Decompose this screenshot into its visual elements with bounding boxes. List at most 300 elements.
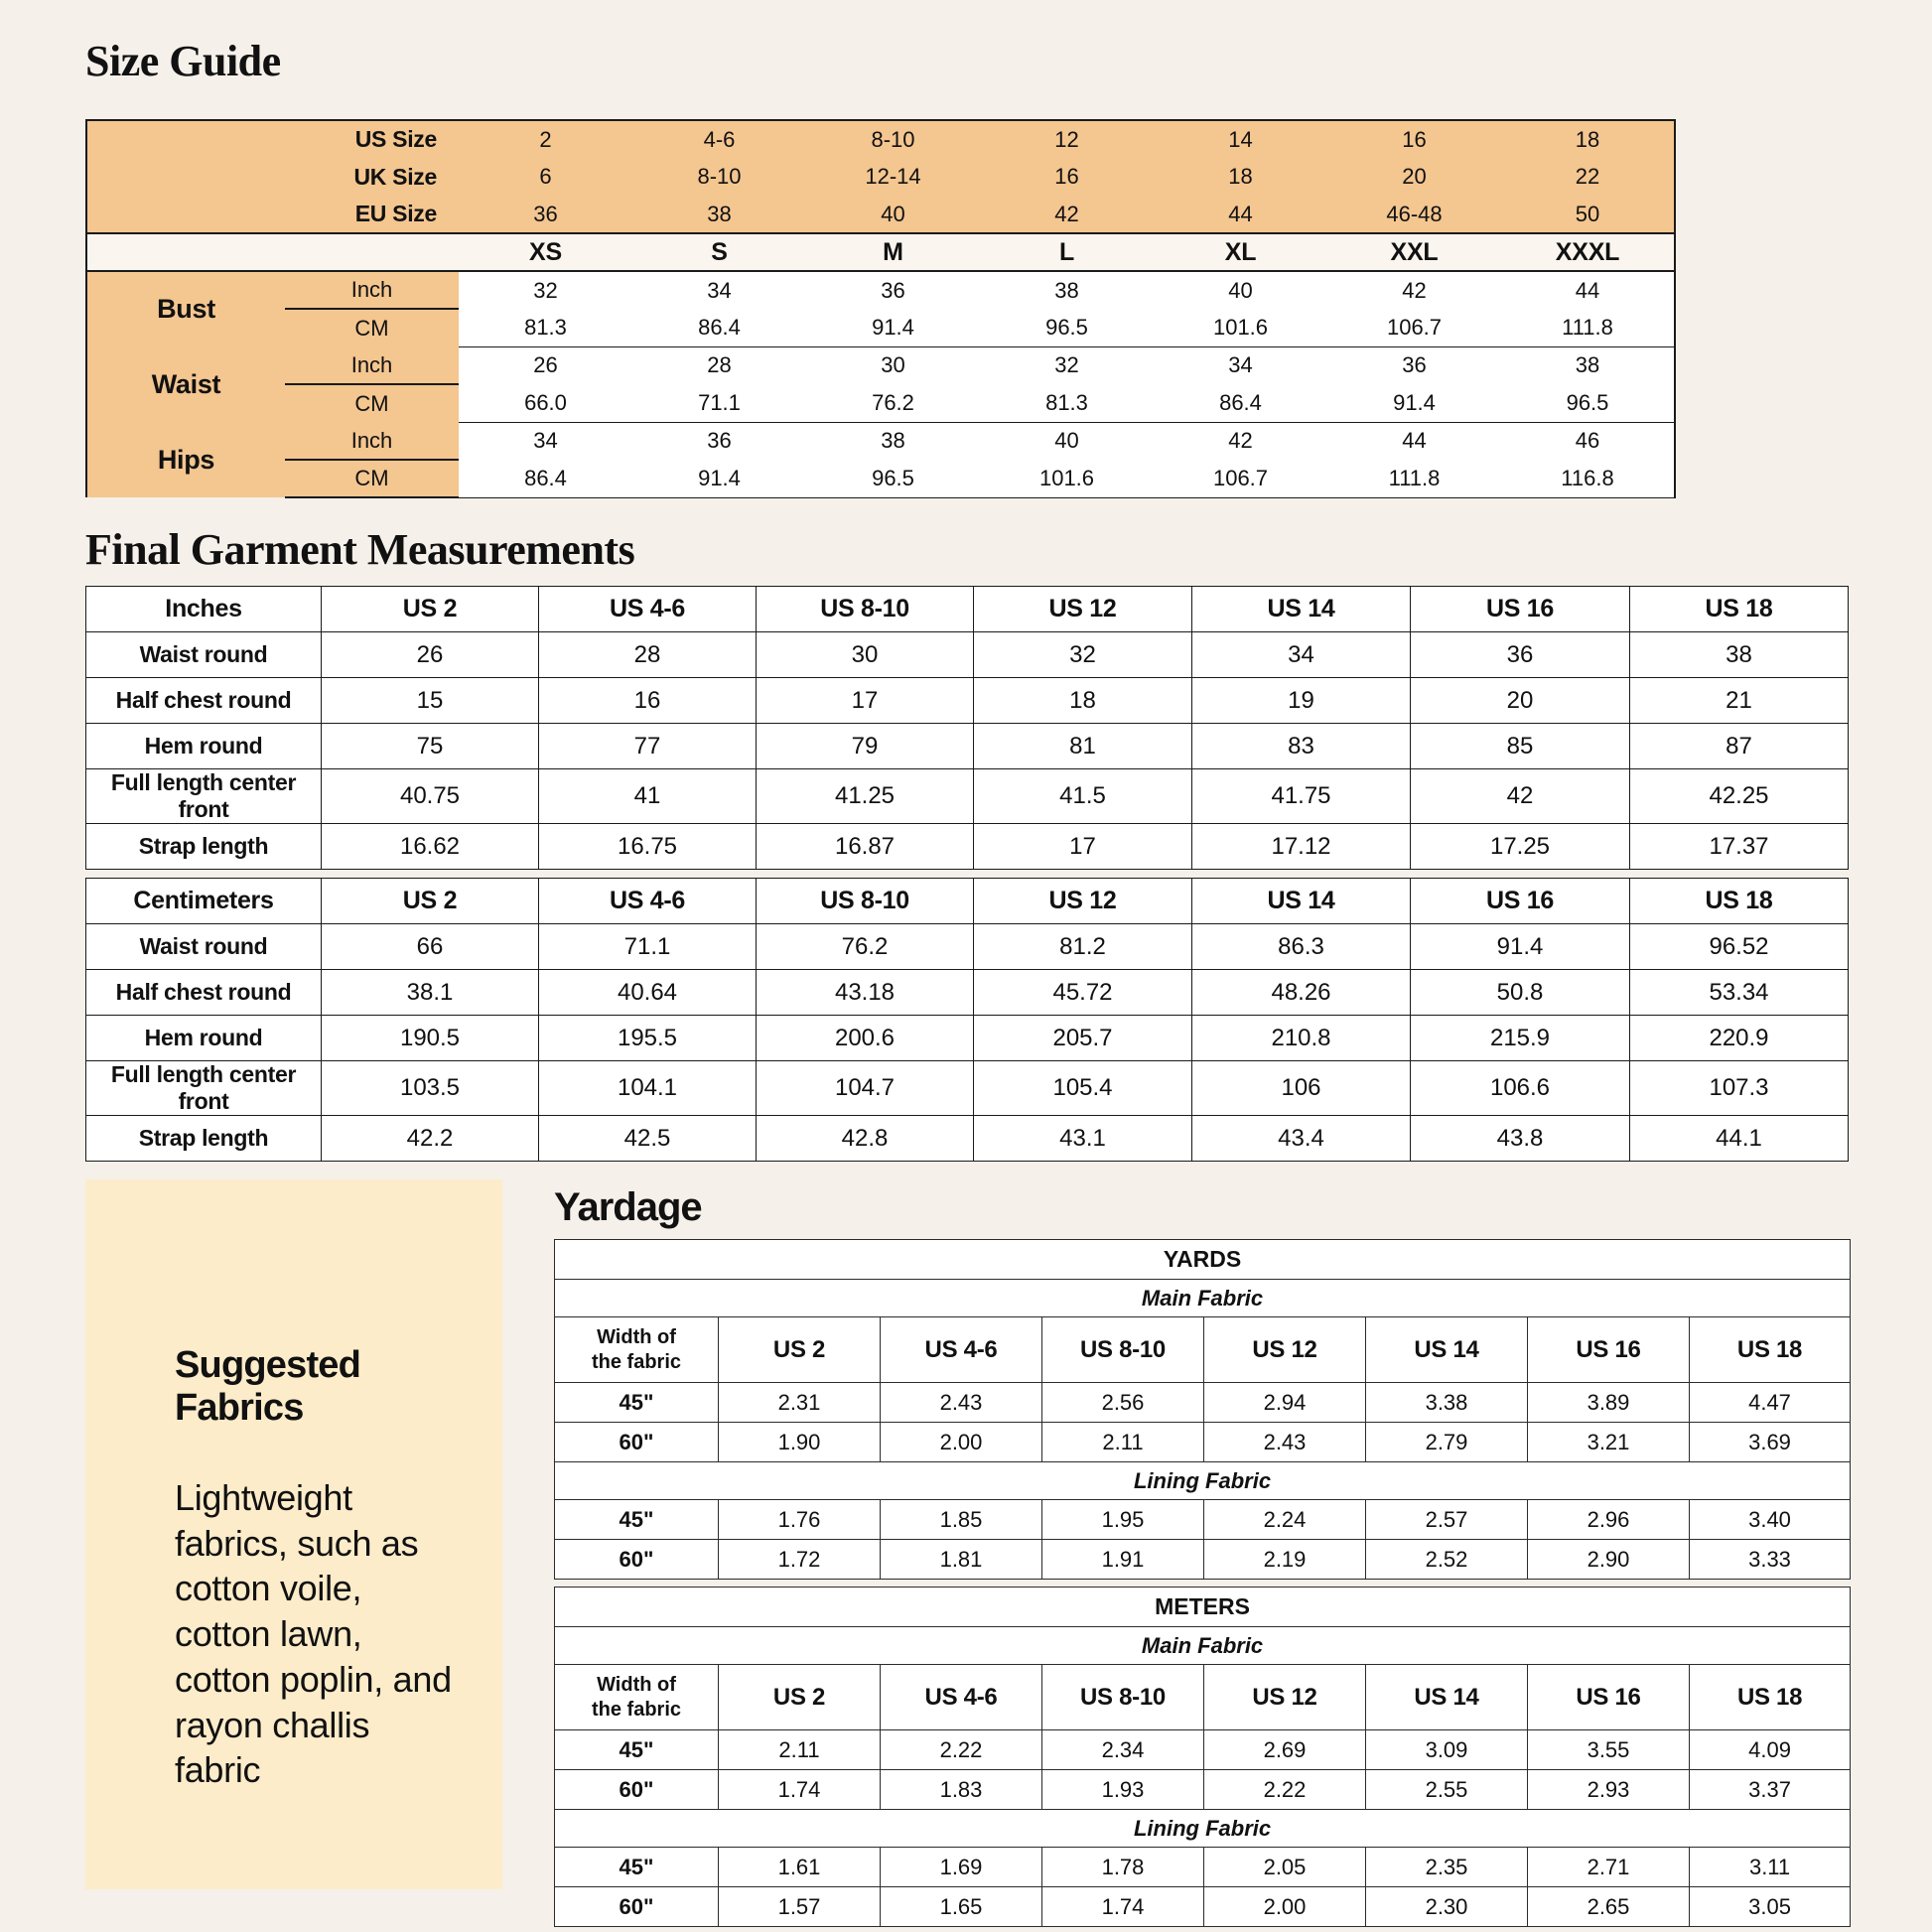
- meters-width-header-line2: the fabric: [591, 1698, 682, 1721]
- value-eu-5: 46-48: [1327, 196, 1501, 233]
- size-row-uk: [86, 158, 1849, 196]
- yards-col-2: US 8-10: [1042, 1317, 1204, 1383]
- letter-size-1: S: [632, 233, 806, 271]
- cm-hips-0: 86.4: [459, 460, 632, 497]
- meters-main-cell-0-6: 4.09: [1690, 1730, 1851, 1770]
- cm-cell-0-6: 96.52: [1630, 924, 1849, 970]
- inches-cell-1-1: 16: [539, 678, 757, 724]
- cm-waist-1: 71.1: [632, 384, 806, 422]
- inches-cell-1-0: 15: [322, 678, 539, 724]
- cm-waist-0: 66.0: [459, 384, 632, 422]
- inches-row-3: [86, 769, 1849, 824]
- inch-bust-3: 38: [980, 271, 1154, 309]
- yards-main-banner-row: [555, 1280, 1851, 1317]
- yards-lining-cell-0-3: 2.24: [1204, 1500, 1366, 1540]
- inches-row-4: [86, 824, 1849, 870]
- cm-cell-3-1: 104.1: [539, 1061, 757, 1116]
- cm-cell-2-3: 205.7: [974, 1016, 1192, 1061]
- yards-main-cell-1-4: 2.79: [1366, 1423, 1528, 1462]
- unit-inch-0: Inch: [285, 271, 459, 309]
- suggested-fabrics-text: Lightweight fabrics, such as cotton voile, cotton lawn, cotton poplin, and rayon challis fabric: [175, 1477, 452, 1791]
- value-eu-0: 36: [459, 196, 632, 233]
- inches-cell-3-6: 42.25: [1630, 769, 1849, 824]
- meters-lining-cell-1-4: 2.30: [1366, 1887, 1528, 1927]
- unit-cm-1: CM: [285, 384, 459, 422]
- yards-lining-cell-1-3: 2.19: [1204, 1540, 1366, 1580]
- cm-waist-5: 91.4: [1327, 384, 1501, 422]
- value-uk-0: 6: [459, 158, 632, 196]
- letter-size-6: XXXL: [1501, 233, 1675, 271]
- cm-col-2: US 8-10: [757, 879, 974, 924]
- cm-cell-0-0: 66: [322, 924, 539, 970]
- meters-col-1: US 4-6: [881, 1665, 1042, 1730]
- size-row-eu: [86, 196, 1849, 233]
- inches-cell-0-1: 28: [539, 632, 757, 678]
- yardage-meters-table: [554, 1587, 1851, 1927]
- yards-width-header-line2: the fabric: [591, 1350, 682, 1373]
- garment-cm-table: [85, 878, 1849, 1162]
- yards-lining-cell-1-0: 1.72: [719, 1540, 881, 1580]
- value-uk-1: 8-10: [632, 158, 806, 196]
- yards-lining-cell-0-4: 2.57: [1366, 1500, 1528, 1540]
- cm-hips-3: 101.6: [980, 460, 1154, 497]
- yards-main-cell-0-0: 2.31: [719, 1383, 881, 1423]
- yards-lining-width-0: 45": [555, 1500, 719, 1540]
- cm-cell-3-2: 104.7: [757, 1061, 974, 1116]
- value-us-0: 2: [459, 120, 632, 158]
- inches-header-row: [86, 587, 1849, 632]
- cm-cell-3-6: 107.3: [1630, 1061, 1849, 1116]
- inch-hips-0: 34: [459, 422, 632, 460]
- cm-cell-2-1: 195.5: [539, 1016, 757, 1061]
- value-us-4: 14: [1154, 120, 1327, 158]
- inch-bust-5: 42: [1327, 271, 1501, 309]
- yards-lining-cell-0-6: 3.40: [1690, 1500, 1851, 1540]
- cm-cell-3-5: 106.6: [1411, 1061, 1630, 1116]
- yards-main-cell-1-5: 3.21: [1528, 1423, 1690, 1462]
- meters-main-cell-0-3: 2.69: [1204, 1730, 1366, 1770]
- inches-col-5: US 16: [1411, 587, 1630, 632]
- cm-col-4: US 14: [1192, 879, 1411, 924]
- cm-waist-6: 96.5: [1501, 384, 1675, 422]
- inches-col-6: US 18: [1630, 587, 1849, 632]
- yards-main-cell-0-6: 4.47: [1690, 1383, 1851, 1423]
- suggested-fabrics-heading: Suggested Fabrics: [175, 1344, 361, 1429]
- yards-main-cell-1-6: 3.69: [1690, 1423, 1851, 1462]
- cm-cell-3-0: 103.5: [322, 1061, 539, 1116]
- inches-unit-label: Inches: [86, 587, 322, 632]
- cm-cell-2-0: 190.5: [322, 1016, 539, 1061]
- inches-cell-2-2: 79: [757, 724, 974, 769]
- inches-cell-4-3: 17: [974, 824, 1192, 870]
- cm-row-4: [86, 1116, 1849, 1162]
- cm-hips-4: 106.7: [1154, 460, 1327, 497]
- measure-label-waist: Waist: [86, 346, 285, 422]
- meters-lining-cell-1-6: 3.05: [1690, 1887, 1851, 1927]
- yards-main-cell-1-3: 2.43: [1204, 1423, 1366, 1462]
- yards-main-width-0: 45": [555, 1383, 719, 1423]
- cm-cell-1-0: 38.1: [322, 970, 539, 1016]
- inches-cell-1-4: 19: [1192, 678, 1411, 724]
- yards-main-cell-0-4: 3.38: [1366, 1383, 1528, 1423]
- yards-main-cell-0-1: 2.43: [881, 1383, 1042, 1423]
- inches-cell-4-1: 16.75: [539, 824, 757, 870]
- spacer-cell: [86, 158, 285, 196]
- inches-cell-0-0: 26: [322, 632, 539, 678]
- meters-main-cell-0-1: 2.22: [881, 1730, 1042, 1770]
- value-us-2: 8-10: [806, 120, 980, 158]
- value-eu-2: 40: [806, 196, 980, 233]
- measure-row-hips-inch: [86, 422, 1849, 460]
- unit-inch-1: Inch: [285, 346, 459, 384]
- meters-lining-cell-0-4: 2.35: [1366, 1848, 1528, 1887]
- cm-rowlabel-2: Hem round: [86, 1016, 322, 1061]
- cm-row-1: [86, 970, 1849, 1016]
- inches-cell-2-6: 87: [1630, 724, 1849, 769]
- cm-cell-1-2: 43.18: [757, 970, 974, 1016]
- cm-cell-2-5: 215.9: [1411, 1016, 1630, 1061]
- yardage-yards-table: [554, 1239, 1851, 1580]
- measure-row-bust-cm: [86, 309, 1849, 346]
- page-title: Size Guide: [85, 37, 281, 85]
- cm-rowlabel-3: Full length center front: [86, 1061, 322, 1116]
- inches-cell-1-5: 20: [1411, 678, 1630, 724]
- meters-lining-cell-0-0: 1.61: [719, 1848, 881, 1887]
- meters-main-cell-1-0: 1.74: [719, 1770, 881, 1810]
- letter-size-4: XL: [1154, 233, 1327, 271]
- meters-col-2: US 8-10: [1042, 1665, 1204, 1730]
- yards-colhdr-row: [555, 1317, 1851, 1383]
- cm-rowlabel-0: Waist round: [86, 924, 322, 970]
- yards-col-6: US 18: [1690, 1317, 1851, 1383]
- cm-cell-3-4: 106: [1192, 1061, 1411, 1116]
- inch-waist-6: 38: [1501, 346, 1675, 384]
- meters-main-cell-1-2: 1.93: [1042, 1770, 1204, 1810]
- yardage-heading: Yardage: [554, 1185, 702, 1229]
- cm-cell-4-3: 43.1: [974, 1116, 1192, 1162]
- measure-row-waist-cm: [86, 384, 1849, 422]
- yards-lining-width-1: 60": [555, 1540, 719, 1580]
- meters-unit-banner: METERS: [555, 1587, 1851, 1627]
- inches-cell-0-5: 36: [1411, 632, 1630, 678]
- cm-waist-4: 86.4: [1154, 384, 1327, 422]
- meters-lining-row-1: [555, 1887, 1851, 1927]
- meters-main-row-0: [555, 1730, 1851, 1770]
- meters-main-cell-1-5: 2.93: [1528, 1770, 1690, 1810]
- inches-cell-3-1: 41: [539, 769, 757, 824]
- cm-cell-3-3: 105.4: [974, 1061, 1192, 1116]
- cm-cell-2-4: 210.8: [1192, 1016, 1411, 1061]
- inches-cell-2-3: 81: [974, 724, 1192, 769]
- inches-cell-2-0: 75: [322, 724, 539, 769]
- inch-hips-1: 36: [632, 422, 806, 460]
- unit-cm-2: CM: [285, 460, 459, 497]
- cm-row-2: [86, 1016, 1849, 1061]
- letter-size-2: M: [806, 233, 980, 271]
- meters-lining-width-0: 45": [555, 1848, 719, 1887]
- yards-lining-cell-1-6: 3.33: [1690, 1540, 1851, 1580]
- yards-main-width-1: 60": [555, 1423, 719, 1462]
- inches-rowlabel-2: Hem round: [86, 724, 322, 769]
- cm-waist-3: 81.3: [980, 384, 1154, 422]
- meters-colhdr-row: [555, 1665, 1851, 1730]
- yards-main-cell-1-2: 2.11: [1042, 1423, 1204, 1462]
- meters-main-row-1: [555, 1770, 1851, 1810]
- meters-main-cell-0-2: 2.34: [1042, 1730, 1204, 1770]
- value-uk-2: 12-14: [806, 158, 980, 196]
- cm-bust-5: 106.7: [1327, 309, 1501, 346]
- cm-rowlabel-4: Strap length: [86, 1116, 322, 1162]
- cm-cell-4-1: 42.5: [539, 1116, 757, 1162]
- cm-hips-1: 91.4: [632, 460, 806, 497]
- meters-lining-cell-1-0: 1.57: [719, 1887, 881, 1927]
- inches-cell-2-1: 77: [539, 724, 757, 769]
- meters-main-cell-0-4: 3.09: [1366, 1730, 1528, 1770]
- value-uk-3: 16: [980, 158, 1154, 196]
- yards-main-cell-1-0: 1.90: [719, 1423, 881, 1462]
- label-eu: EU Size: [285, 196, 459, 233]
- meters-lining-cell-1-2: 1.74: [1042, 1887, 1204, 1927]
- meters-lining-cell-0-1: 1.69: [881, 1848, 1042, 1887]
- yards-lining-row-1: [555, 1540, 1851, 1580]
- inch-bust-2: 36: [806, 271, 980, 309]
- cm-bust-6: 111.8: [1501, 309, 1675, 346]
- yards-lining-banner-row: [555, 1462, 1851, 1500]
- measure-row-bust-inch: [86, 271, 1849, 309]
- cm-row-0: [86, 924, 1849, 970]
- meters-col-4: US 14: [1366, 1665, 1528, 1730]
- cm-cell-0-4: 86.3: [1192, 924, 1411, 970]
- cm-cell-2-2: 200.6: [757, 1016, 974, 1061]
- inches-row-0: [86, 632, 1849, 678]
- label-uk: UK Size: [285, 158, 459, 196]
- value-us-5: 16: [1327, 120, 1501, 158]
- cm-header-row: [86, 879, 1849, 924]
- yards-col-5: US 16: [1528, 1317, 1690, 1383]
- meters-main-cell-1-3: 2.22: [1204, 1770, 1366, 1810]
- inches-col-4: US 14: [1192, 587, 1411, 632]
- cm-bust-1: 86.4: [632, 309, 806, 346]
- cm-hips-2: 96.5: [806, 460, 980, 497]
- inches-col-1: US 4-6: [539, 587, 757, 632]
- cm-bust-3: 96.5: [980, 309, 1154, 346]
- inch-hips-2: 38: [806, 422, 980, 460]
- garment-inches-table: [85, 586, 1849, 870]
- yards-lining-banner: Lining Fabric: [555, 1462, 1851, 1500]
- inches-rowlabel-1: Half chest round: [86, 678, 322, 724]
- cm-cell-4-2: 42.8: [757, 1116, 974, 1162]
- inches-cell-4-0: 16.62: [322, 824, 539, 870]
- inches-col-0: US 2: [322, 587, 539, 632]
- inches-cell-4-6: 17.37: [1630, 824, 1849, 870]
- meters-lining-cell-1-1: 1.65: [881, 1887, 1042, 1927]
- inch-bust-4: 40: [1154, 271, 1327, 309]
- yards-main-cell-0-2: 2.56: [1042, 1383, 1204, 1423]
- unit-cm-0: CM: [285, 309, 459, 346]
- inches-cell-3-0: 40.75: [322, 769, 539, 824]
- size-row-us: [86, 120, 1849, 158]
- meters-unit-banner-row: [555, 1587, 1851, 1627]
- inches-cell-0-3: 32: [974, 632, 1192, 678]
- meters-main-cell-0-0: 2.11: [719, 1730, 881, 1770]
- meters-lining-cell-0-2: 1.78: [1042, 1848, 1204, 1887]
- cm-col-1: US 4-6: [539, 879, 757, 924]
- meters-main-banner-row: [555, 1627, 1851, 1665]
- inch-waist-4: 34: [1154, 346, 1327, 384]
- cm-cell-1-5: 50.8: [1411, 970, 1630, 1016]
- meters-lining-cell-1-5: 2.65: [1528, 1887, 1690, 1927]
- yards-col-0: US 2: [719, 1317, 881, 1383]
- value-eu-1: 38: [632, 196, 806, 233]
- measure-row-hips-cm: [86, 460, 1849, 497]
- cm-col-0: US 2: [322, 879, 539, 924]
- spacer-cell: [285, 233, 459, 271]
- meters-main-cell-1-1: 1.83: [881, 1770, 1042, 1810]
- cm-cell-0-1: 71.1: [539, 924, 757, 970]
- cm-cell-4-0: 42.2: [322, 1116, 539, 1162]
- measure-label-bust: Bust: [86, 271, 285, 346]
- yards-lining-cell-1-1: 1.81: [881, 1540, 1042, 1580]
- cm-cell-0-3: 81.2: [974, 924, 1192, 970]
- inches-cell-0-6: 38: [1630, 632, 1849, 678]
- inch-waist-1: 28: [632, 346, 806, 384]
- letter-size-5: XXL: [1327, 233, 1501, 271]
- meters-width-header-line1: Width of: [597, 1673, 676, 1696]
- meters-lining-banner: Lining Fabric: [555, 1810, 1851, 1848]
- value-eu-6: 50: [1501, 196, 1675, 233]
- cm-hips-5: 111.8: [1327, 460, 1501, 497]
- cm-cell-2-6: 220.9: [1630, 1016, 1849, 1061]
- cm-hips-6: 116.8: [1501, 460, 1675, 497]
- meters-main-width-0: 45": [555, 1730, 719, 1770]
- inch-waist-0: 26: [459, 346, 632, 384]
- yards-main-row-1: [555, 1423, 1851, 1462]
- yards-unit-banner: YARDS: [555, 1240, 1851, 1280]
- unit-inch-2: Inch: [285, 422, 459, 460]
- meters-col-6: US 18: [1690, 1665, 1851, 1730]
- inch-hips-3: 40: [980, 422, 1154, 460]
- cm-cell-4-5: 43.8: [1411, 1116, 1630, 1162]
- meters-lining-cell-0-5: 2.71: [1528, 1848, 1690, 1887]
- inch-hips-5: 44: [1327, 422, 1501, 460]
- yards-unit-banner-row: [555, 1240, 1851, 1280]
- letter-size-3: L: [980, 233, 1154, 271]
- yards-main-cell-1-1: 2.00: [881, 1423, 1042, 1462]
- value-uk-4: 18: [1154, 158, 1327, 196]
- label-us: US Size: [285, 120, 459, 158]
- spacer-cell: [86, 120, 285, 158]
- inches-cell-2-5: 85: [1411, 724, 1630, 769]
- cm-cell-1-4: 48.26: [1192, 970, 1411, 1016]
- inches-col-3: US 12: [974, 587, 1192, 632]
- inches-cell-4-2: 16.87: [757, 824, 974, 870]
- meters-col-3: US 12: [1204, 1665, 1366, 1730]
- meters-lining-banner-row: [555, 1810, 1851, 1848]
- inches-rowlabel-3: Full length center front: [86, 769, 322, 824]
- meters-lining-cell-0-3: 2.05: [1204, 1848, 1366, 1887]
- yards-main-banner: Main Fabric: [555, 1280, 1851, 1317]
- yards-lining-cell-1-5: 2.90: [1528, 1540, 1690, 1580]
- inch-hips-6: 46: [1501, 422, 1675, 460]
- cm-row-3: [86, 1061, 1849, 1116]
- yards-lining-row-0: [555, 1500, 1851, 1540]
- cm-bust-2: 91.4: [806, 309, 980, 346]
- inches-cell-0-4: 34: [1192, 632, 1411, 678]
- meters-lining-width-1: 60": [555, 1887, 719, 1927]
- meters-col-5: US 16: [1528, 1665, 1690, 1730]
- cm-cell-0-5: 91.4: [1411, 924, 1630, 970]
- inch-bust-1: 34: [632, 271, 806, 309]
- meters-lining-row-0: [555, 1848, 1851, 1887]
- measure-label-hips: Hips: [86, 422, 285, 497]
- inches-col-2: US 8-10: [757, 587, 974, 632]
- yards-width-header: [555, 1317, 719, 1383]
- letter-size-row: [86, 233, 1849, 271]
- inch-waist-2: 30: [806, 346, 980, 384]
- cm-bust-4: 101.6: [1154, 309, 1327, 346]
- inch-hips-4: 42: [1154, 422, 1327, 460]
- yards-lining-cell-0-0: 1.76: [719, 1500, 881, 1540]
- measure-row-waist-inch: [86, 346, 1849, 384]
- inches-cell-1-3: 18: [974, 678, 1192, 724]
- final-garment-heading: Final Garment Measurements: [85, 525, 635, 574]
- inches-cell-1-2: 17: [757, 678, 974, 724]
- inches-cell-4-4: 17.12: [1192, 824, 1411, 870]
- value-us-1: 4-6: [632, 120, 806, 158]
- yards-main-cell-0-3: 2.94: [1204, 1383, 1366, 1423]
- inches-cell-0-2: 30: [757, 632, 974, 678]
- cm-col-3: US 12: [974, 879, 1192, 924]
- meters-main-width-1: 60": [555, 1770, 719, 1810]
- inch-waist-3: 32: [980, 346, 1154, 384]
- letter-size-0: XS: [459, 233, 632, 271]
- cm-cell-0-2: 76.2: [757, 924, 974, 970]
- cm-col-6: US 18: [1630, 879, 1849, 924]
- cm-cell-4-4: 43.4: [1192, 1116, 1411, 1162]
- inch-bust-0: 32: [459, 271, 632, 309]
- inches-cell-3-5: 42: [1411, 769, 1630, 824]
- yards-lining-cell-0-2: 1.95: [1042, 1500, 1204, 1540]
- meters-main-cell-1-4: 2.55: [1366, 1770, 1528, 1810]
- value-us-6: 18: [1501, 120, 1675, 158]
- cm-cell-1-3: 45.72: [974, 970, 1192, 1016]
- inch-waist-5: 36: [1327, 346, 1501, 384]
- cm-waist-2: 76.2: [806, 384, 980, 422]
- inches-cell-1-6: 21: [1630, 678, 1849, 724]
- inches-cell-3-4: 41.75: [1192, 769, 1411, 824]
- meters-main-cell-0-5: 3.55: [1528, 1730, 1690, 1770]
- inches-row-2: [86, 724, 1849, 769]
- yards-col-3: US 12: [1204, 1317, 1366, 1383]
- meters-main-cell-1-6: 3.37: [1690, 1770, 1851, 1810]
- meters-col-0: US 2: [719, 1665, 881, 1730]
- cm-unit-label: Centimeters: [86, 879, 322, 924]
- yards-lining-cell-0-5: 2.96: [1528, 1500, 1690, 1540]
- inches-cell-4-5: 17.25: [1411, 824, 1630, 870]
- size-conversion-table: [85, 119, 1850, 498]
- cm-col-5: US 16: [1411, 879, 1630, 924]
- yards-col-4: US 14: [1366, 1317, 1528, 1383]
- cm-rowlabel-1: Half chest round: [86, 970, 322, 1016]
- inches-rowlabel-4: Strap length: [86, 824, 322, 870]
- cm-cell-4-6: 44.1: [1630, 1116, 1849, 1162]
- yards-lining-cell-1-2: 1.91: [1042, 1540, 1204, 1580]
- inches-cell-3-3: 41.5: [974, 769, 1192, 824]
- yards-main-row-0: [555, 1383, 1851, 1423]
- cm-bust-0: 81.3: [459, 309, 632, 346]
- suggested-fabrics-panel: [85, 1179, 502, 1889]
- value-us-3: 12: [980, 120, 1154, 158]
